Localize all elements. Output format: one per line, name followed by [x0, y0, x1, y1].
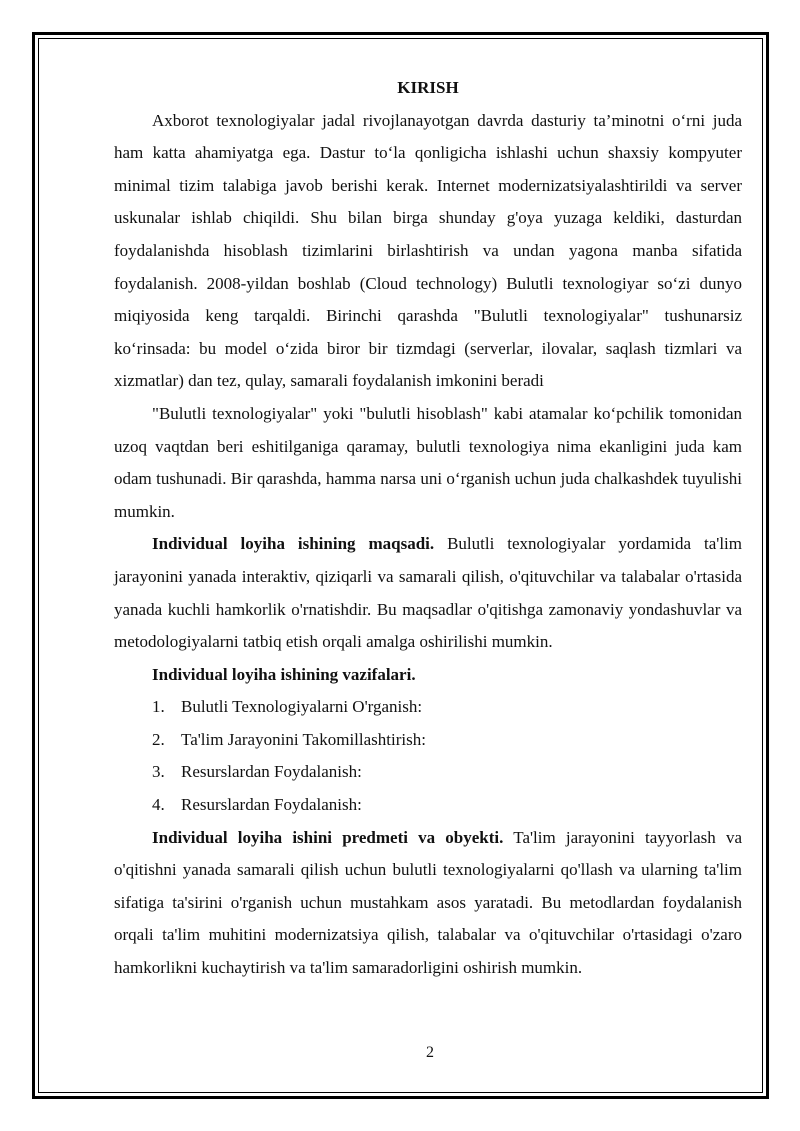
document-title: KIRISH — [397, 78, 459, 97]
list-item-text: Bulutli Texnologiyalarni O'rganish: — [181, 697, 423, 717]
list-item-number: 3. — [152, 762, 165, 782]
list-item-text: Resurslardan Foydalanish: — [181, 762, 362, 782]
tasks-heading: Individual loyiha ishining vazifalari. — [152, 664, 416, 684]
list-item-text: Resurslardan Foydalanish: — [181, 795, 362, 815]
list-item — [114, 756, 742, 789]
list-item — [114, 691, 742, 724]
goal-heading: Individual loyiha ishining maqsadi. — [152, 534, 435, 554]
tasks-list — [114, 691, 742, 821]
intro-paragraph: Axborot texnologiyalar jadal rivojlanayotgan davrda dasturiy ta’minotni o‘rni juda ham katta ahamiyatga ega. Dastur to‘la qonligicha ishlashi uchun shaxsiy kompyuter minimal tizim talabiga javob berishi kerak. Internet modernizatsiyalashtirildi va server uskunalar ishlab chiqildi. Shu bilan birga shunday g'oya yuzaga keldiki, dasturdan foydalanishda hisoblash tizimlarini birlashtirish va undan yagona manba sifatida foydalanish. 2008-yildan boshlab (Cloud technology) Bulutli texnologiyar so‘zi dunyo miqiyosida keng tarqaldi. Birinchi qarashda "Bulutli texnologiyalar" tushunarsiz ko‘rinsada: bu model o‘zida biror bir tizmdagi (serverlar, ilovalar, saqlash tizmlari va xizmatlar) dan tez, qulay, samarali foydalanish imkonini beradi — [114, 110, 742, 391]
subject-object-text: Ta'lim jarayonini tayyorlash va o'qitishni yanada samarali qilish uchun bulutli texnologiyalarni qo'llash va ularning ta'lim sifatiga ta'sirini o'rganish uchun mustahkam asos yaratadi. Bu metodlardan foydalanish orqali ta'lim muhitini modernizatsiya qilish, talabalar va o'qituvchilar o'rtasidagi o'zaro hamkorlikni kuchaytirish va ta'lim samaradorligini oshirish mumkin. — [114, 827, 742, 978]
subject-object-paragraph — [114, 822, 742, 985]
list-item — [114, 789, 742, 822]
goal-paragraph — [114, 528, 742, 658]
goal-text: Bulutli texnologiyalar yordamida ta'lim jarayonini yanada interaktiv, qiziqarli va samarali qilish, o'qituvchilar va talabalar o'rtasida yanada kuchli hamkorlik o'rnatishdir. Bu maqsadlar o'qitishga zamonaviy yondashuvlar va metodologiyalarni tatbiq etish orqali amalga oshirilishi mumkin. — [114, 534, 742, 652]
list-item-number: 4. — [152, 795, 165, 815]
cloud-terms-paragraph: "Bulutli texnologiyalar" yoki "bulutli hisoblash" kabi atamalar ko‘pchilik tomonidan uzoq vaqtdan beri eshitilganiga qaramay, bulutli texnologiya nima ekanligini juda kam odam tushunadi. Bir qarashda, hamma narsa uni o‘rganish uchun juda chalkashdek tuyulishi mumkin. — [114, 403, 742, 521]
list-item-number: 2. — [152, 729, 165, 749]
list-item-number: 1. — [152, 697, 165, 717]
document-body — [114, 72, 742, 985]
list-item-text: Ta'lim Jarayonini Takomillashtirish: — [181, 729, 426, 749]
list-item — [114, 724, 742, 757]
tasks-heading-paragraph — [114, 659, 742, 692]
subject-object-heading: Individual loyiha ishini predmeti va obyekti. — [152, 827, 504, 847]
page-number: 2 — [426, 1044, 434, 1061]
